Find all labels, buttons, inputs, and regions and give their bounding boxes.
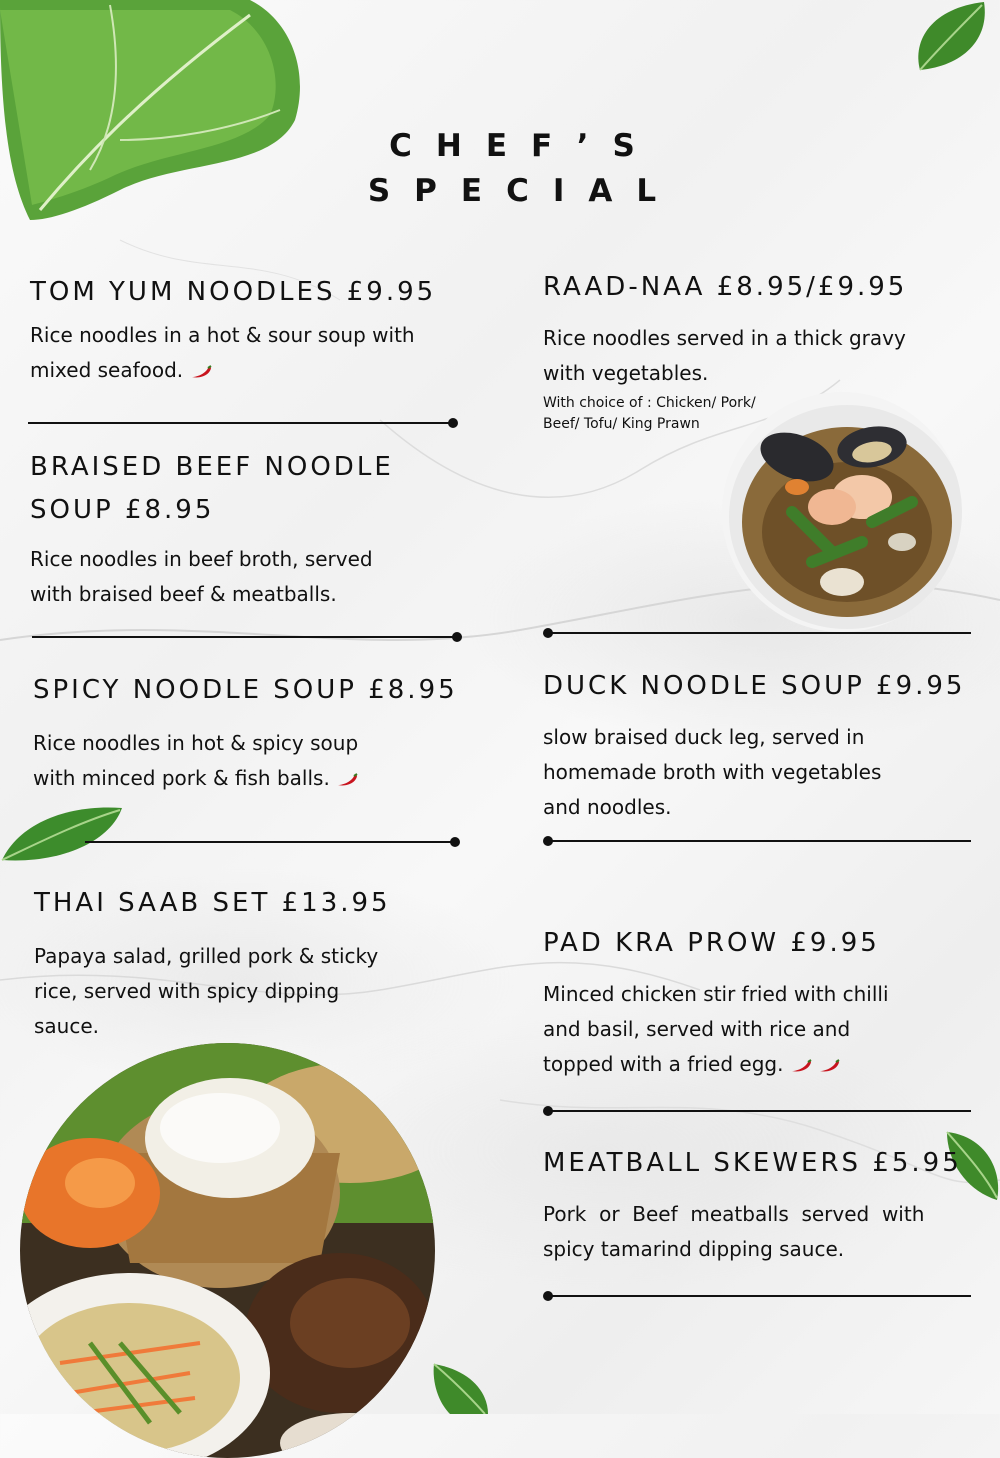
divider <box>28 422 453 424</box>
chili-icon <box>818 1059 840 1073</box>
divider <box>548 632 971 634</box>
item-description: Rice noodles in a hot & sour soup with mixed seafood. <box>30 323 415 382</box>
menu-item-meatball-skewers <box>543 1142 993 1267</box>
divider <box>32 636 457 638</box>
menu-item-braised-beef-noodle-soup <box>30 446 480 612</box>
menu-item-raad-naa <box>543 266 993 435</box>
item-description: Pork or Beef meatballs served with spicy tamarind dipping sauce. <box>543 1202 925 1261</box>
item-name: SPICY NOODLE SOUP £8.95 <box>33 675 458 705</box>
item-description: Rice noodles in hot & spicy soup with minced pork & fish balls. <box>33 731 359 790</box>
item-name: BRAISED BEEF NOODLE SOUP £8.95 <box>30 452 394 525</box>
raad-naa-photo <box>722 392 962 632</box>
item-name: PAD KRA PROW £9.95 <box>543 928 880 958</box>
leaf-icon <box>0 802 125 864</box>
thai-saab-set-photo <box>20 1043 435 1458</box>
menu-item-spicy-noodle-soup <box>33 669 493 796</box>
item-name: DUCK NOODLE SOUP £9.95 <box>543 671 966 701</box>
item-description: slow braised duck leg, served in homemade broth with vegetables and noodles. <box>543 725 882 819</box>
item-description: Papaya salad, grilled pork & sticky rice, served with spicy dipping sauce. <box>34 944 379 1038</box>
menu-item-duck-noodle-soup <box>543 665 993 825</box>
item-name: MEATBALL SKEWERS £5.95 <box>543 1148 962 1178</box>
leaf-icon <box>430 1362 490 1414</box>
leaf-icon <box>912 0 992 74</box>
item-description: Rice noodles in beef broth, served with braised beef & meatballs. <box>30 547 373 606</box>
divider <box>548 1110 971 1112</box>
menu-item-thai-saab-set <box>34 882 474 1044</box>
item-options-note: With choice of : Chicken/ Pork/ Beef/ Tofu/ King Prawn <box>543 395 756 432</box>
menu-item-pad-kra-prow <box>543 922 993 1082</box>
menu-item-tom-yum-noodles <box>30 271 480 388</box>
divider <box>85 841 455 843</box>
divider <box>548 840 971 842</box>
item-name: RAAD-NAA £8.95/£9.95 <box>543 272 908 302</box>
divider <box>548 1295 971 1297</box>
chili-icon <box>790 1059 812 1073</box>
item-description: Rice noodles served in a thick gravy with vegetables. <box>543 326 906 385</box>
page-title-line-2: SPECIAL <box>367 173 681 209</box>
page-title-line-1: CHEF’S <box>389 128 659 164</box>
item-name: TOM YUM NOODLES £9.95 <box>30 277 437 307</box>
item-name: THAI SAAB SET £13.95 <box>34 888 391 918</box>
chili-icon <box>190 365 212 379</box>
chili-icon <box>336 773 358 787</box>
item-description: Minced chicken stir fried with chilli and basil, served with rice and topped with a fried egg. <box>543 982 889 1076</box>
